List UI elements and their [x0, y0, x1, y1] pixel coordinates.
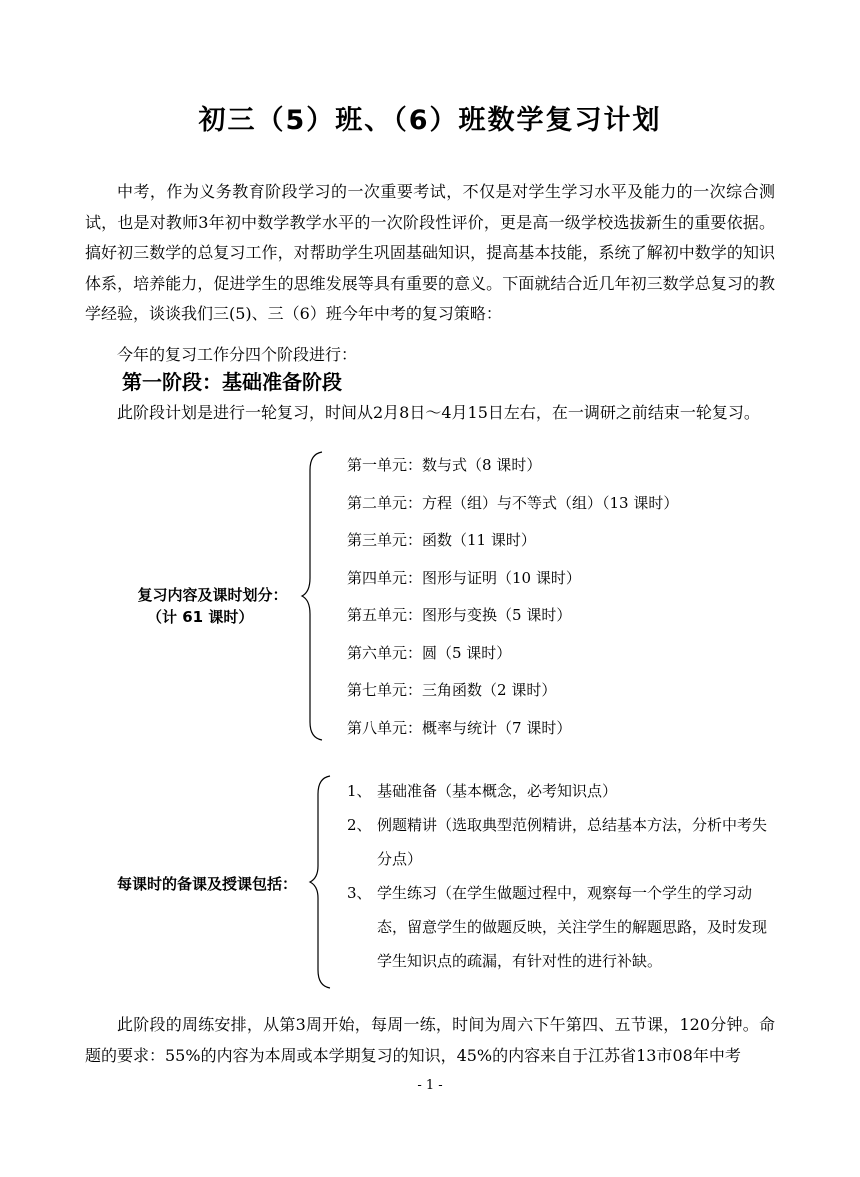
unit-item: 第八单元：概率与统计（7 课时） — [347, 718, 572, 737]
prep-item-number: 2、 — [347, 816, 372, 834]
units-list — [347, 450, 678, 750]
prep-label: 每课时的备课及授课包括： — [117, 875, 298, 893]
units-brace — [298, 450, 328, 742]
unit-item: 第六单元：圆（5 课时） — [347, 643, 512, 662]
unit-item: 第三单元：函数（11 课时） — [347, 531, 536, 549]
content-label — [125, 584, 300, 628]
stage1-description: 此阶段计划是进行一轮复习，时间从2月8日～4月15日左右，在一调研之前结束一轮复习。 — [117, 403, 760, 422]
prep-item — [347, 774, 767, 808]
prep-item-text: 基础准备（基本概念，必考知识点） — [377, 782, 618, 800]
weekly-practice-paragraph: 此阶段的周练安排，从第3周开始，每周一练，时间为周六下午第四、五节课，120分钟。命题的要求：55%的内容为本周或本学期复习的知识，45%的内容来自于江苏省13市08年中考 — [85, 1015, 775, 1065]
prep-item-number: 1、 — [347, 782, 372, 800]
prep-brace — [306, 774, 336, 990]
prep-list — [347, 774, 767, 978]
intro-paragraph: 中考，作为义务教育阶段学习的一次重要考试，不仅是对学生学习水平及能力的一次综合测试，也是对教师3年初中数学教学水平的一次阶段性评价，更是高一级学校选拔新生的重要依据。搞好初三数学的总复习工作，对帮助学生巩固基础知识，提高基本技能，系统了解初中数学的知识体系，培养能力，促进学生的思维发展等具有重要的意义。下面就结合近几年初三数学总复习的教学经验，谈谈我们三(5)、三（6）班今年中考的复习策略： — [85, 182, 775, 323]
prep-item-text: 学生练习（在学生做题过程中，观察每一个学生的学习动态，留意学生的做题反映，关注学生的解题思路，及时发现学生知识点的疏漏，有针对性的进行补缺。 — [377, 884, 768, 970]
unit-item: 第四单元：图形与证明（10 课时） — [347, 568, 581, 587]
prep-item — [347, 876, 767, 978]
stage1-heading: 第一阶段：基础准备阶段 — [122, 370, 342, 394]
content-label-line1: 复习内容及课时划分： — [137, 586, 288, 604]
unit-item: 第七单元：三角函数（2 课时） — [347, 681, 557, 699]
stages-intro: 今年的复习工作分四个阶段进行： — [117, 345, 358, 364]
unit-item: 第一单元：数与式（8 课时） — [347, 456, 542, 474]
content-label-line2: （计 61 课时） — [147, 608, 254, 626]
page-title: 初三（5）班、（6）班数学复习计划 — [198, 105, 662, 136]
unit-item: 第二单元：方程（组）与不等式（组）（13 课时） — [347, 493, 679, 512]
unit-item: 第五单元：图形与变换（5 课时） — [347, 606, 572, 624]
prep-item-number: 3、 — [347, 884, 372, 902]
prep-item — [347, 808, 767, 876]
prep-item-text: 例题精讲（选取典型范例精讲，总结基本方法，分析中考失分点） — [377, 816, 768, 868]
page-number: - 1 - — [417, 1078, 443, 1093]
